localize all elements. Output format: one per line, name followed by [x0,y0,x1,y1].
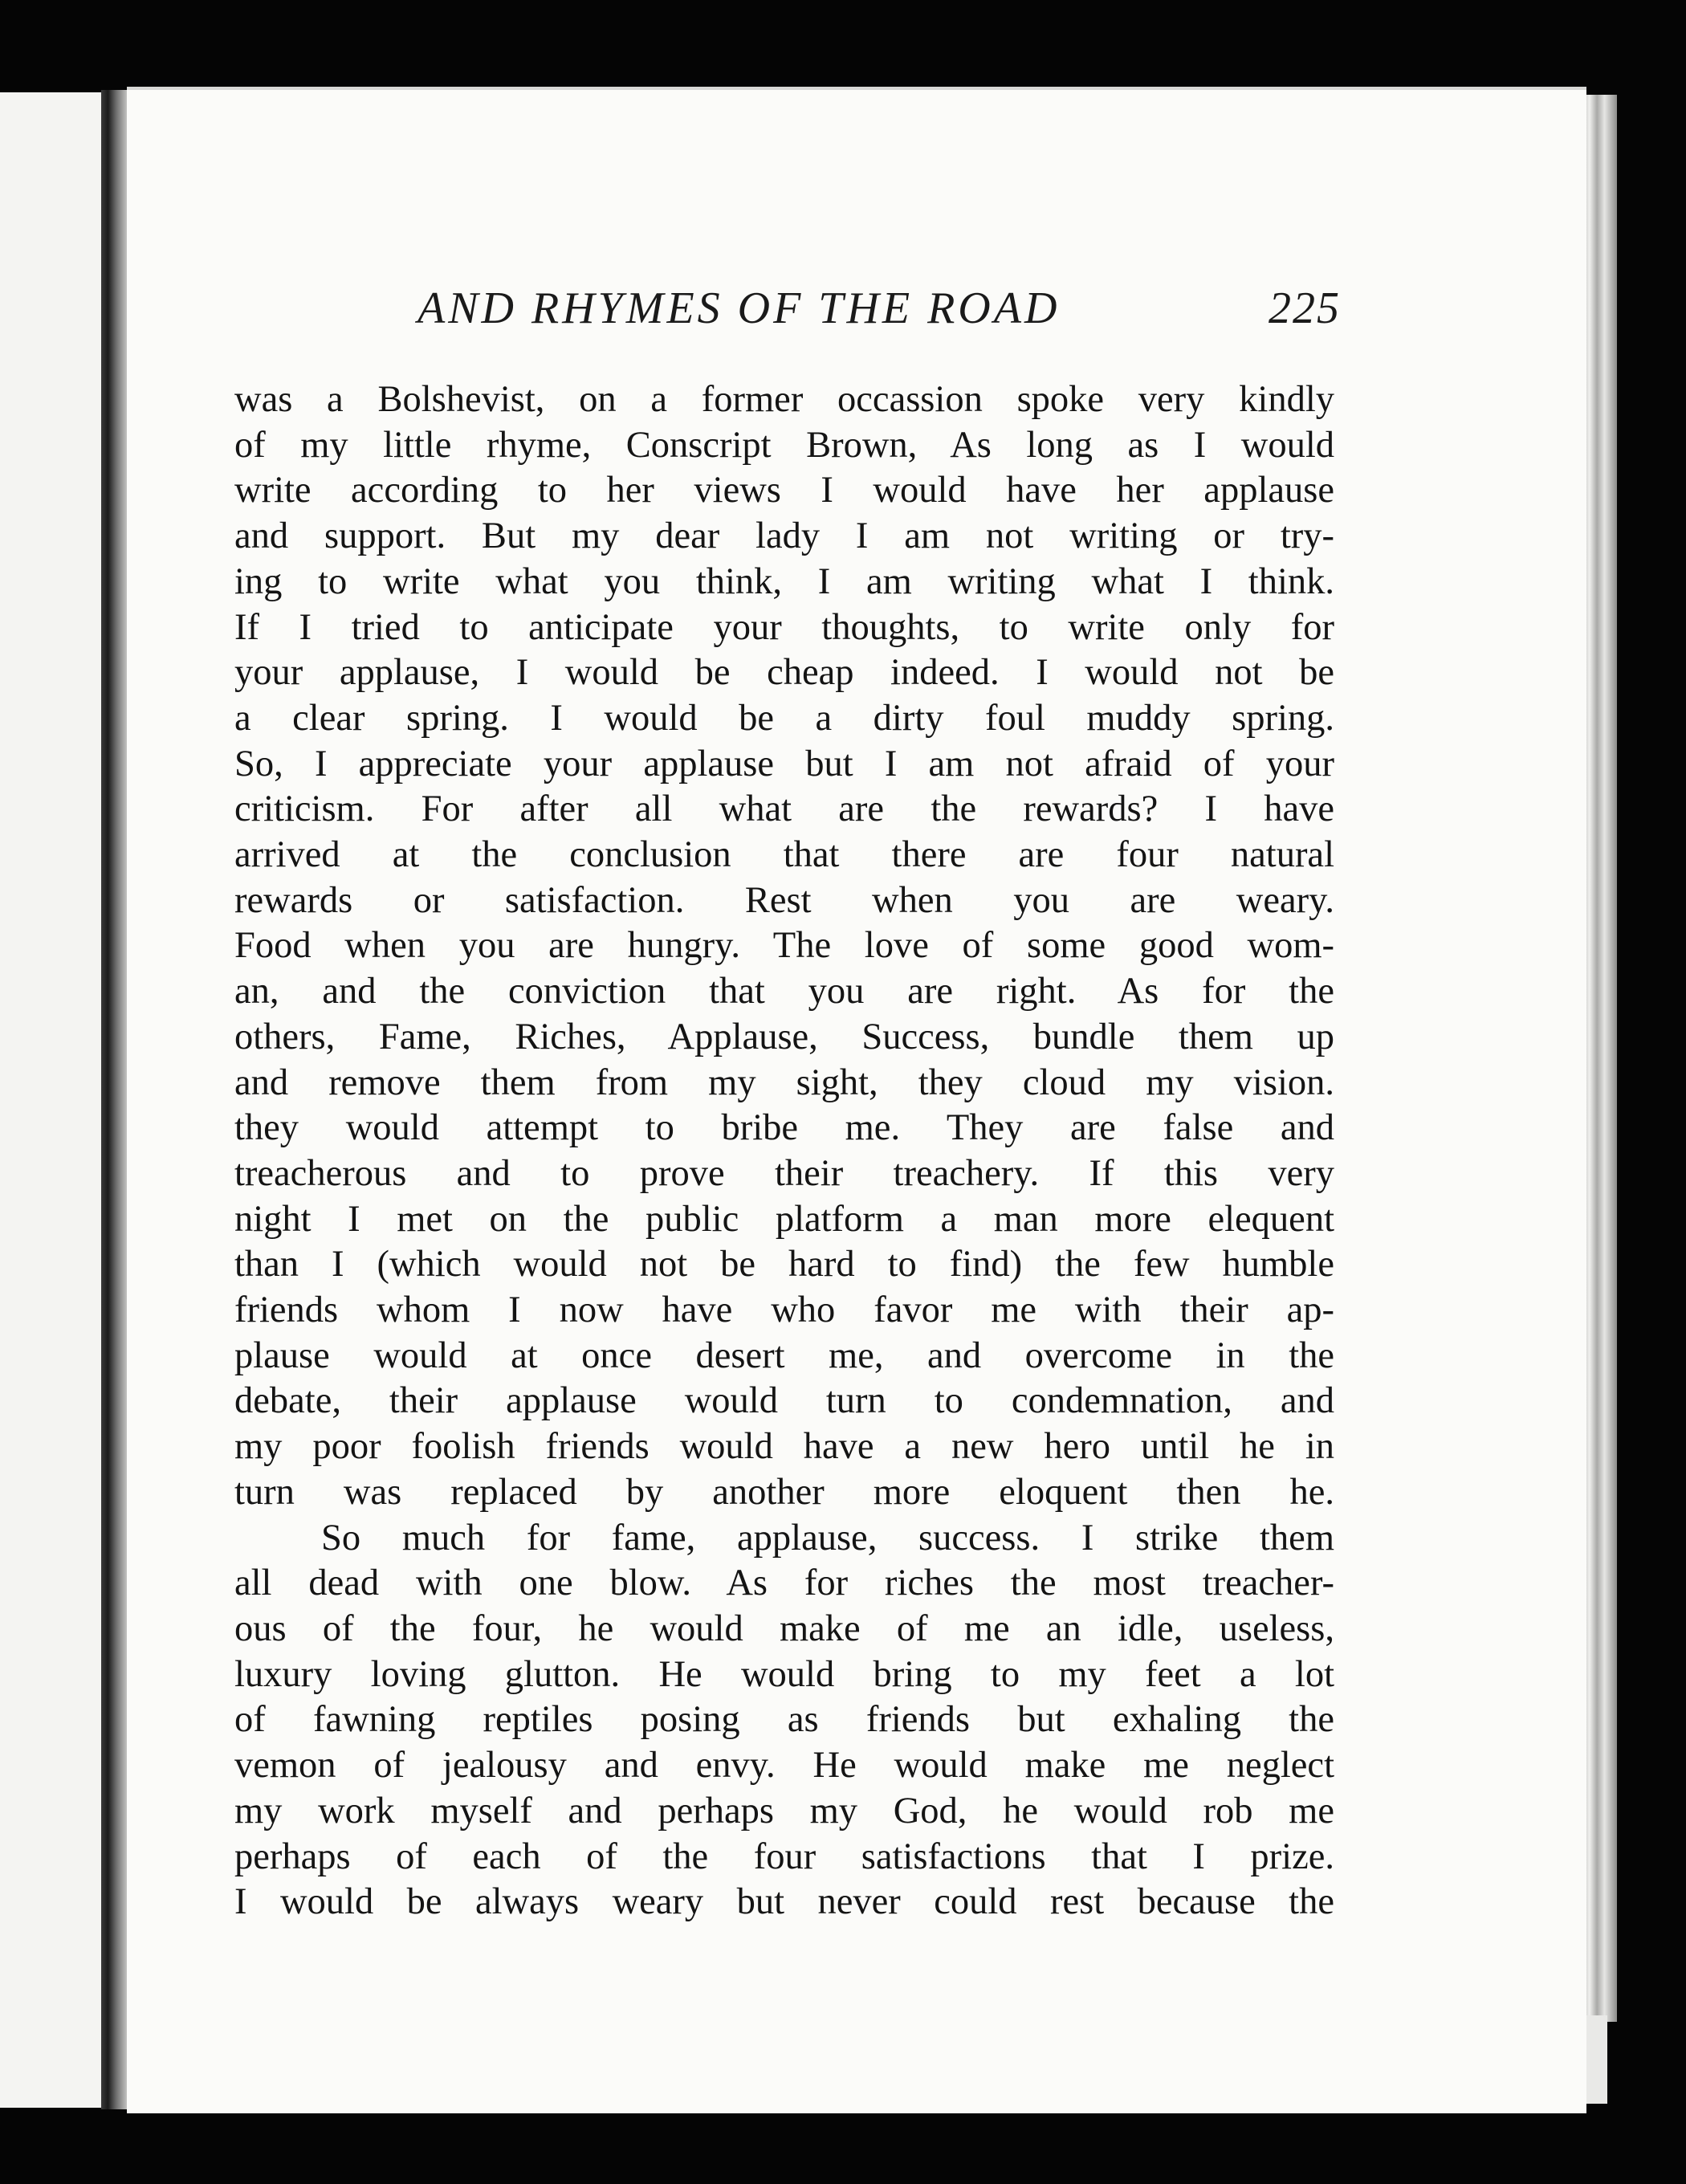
text-line: my poor foolish friends would have a new hero until he in [234,1426,1334,1468]
text-line: all dead with one blow. As for riches the most treacher- [234,1563,1334,1604]
text-line: turn was replaced by another more eloquent then he. [234,1471,1334,1513]
text-line: debate, their applause would turn to condemnation, and [234,1380,1334,1422]
text-line: was a Bolshevist, on a former occassion spoke very kindly [234,379,1334,420]
text-line: they would attempt to bribe me. They are false and [234,1107,1334,1149]
text-line: plause would at once desert me, and overcome in the [234,1334,1334,1376]
text-line: than I (which would not be hard to find) the few humble [234,1244,1334,1286]
text-line: and support. But my dear lady I am not writing or try- [234,515,1334,557]
text-line: luxury loving glutton. He would bring to my feet a lot [234,1653,1334,1695]
running-head-title: AND RHYMES OF THE ROAD [417,283,1061,333]
text-line: Food when you are hungry. The love of some good wom- [234,925,1334,967]
text-line: arrived at the conclusion that there are four natural [234,834,1334,876]
text-line: ing to write what you think, I am writing what I think. [234,560,1334,602]
text-line: criticism. For after all what are the rewards? I have [234,788,1334,830]
paragraph-first-line: So much for fame, applause, success. I strike them [321,1517,1334,1559]
text-line: write according to her views I would have her applause [234,470,1334,511]
body-text [234,377,1334,1925]
text-line: others, Fame, Riches, Applause, Success, bundle them up [234,1016,1334,1057]
page-number: 225 [1269,283,1341,333]
text-line: So, I appreciate your applause but I am not afraid of your [234,743,1334,784]
text-line: vemon of jealousy and envy. He would make me neglect [234,1745,1334,1787]
text-line: treacherous and to prove their treachery. If this very [234,1152,1334,1194]
text-line: an, and the conviction that you are right. As for the [234,971,1334,1013]
facing-page-edge [0,92,103,2108]
text-line: rewards or satisfaction. Rest when you are weary. [234,879,1334,921]
text-line: your applause, I would be cheap indeed. I would not be [234,652,1334,694]
text-line: ous of the four, he would make of me an idle, useless, [234,1607,1334,1649]
text-line: and remove them from my sight, they cloud my vision. [234,1061,1334,1103]
text-line: I would be always weary but never could rest because the [234,1881,1334,1923]
text-line: of fawning reptiles posing as friends but exhaling the [234,1699,1334,1741]
text-line: friends whom I now have who favor me with their ap- [234,1290,1334,1331]
book-gutter [101,90,128,2109]
running-head [417,283,1341,339]
text-line: night I met on the public platform a man more elequent [234,1198,1334,1240]
text-line: of my little rhyme, Conscript Brown, As long as I would [234,424,1334,466]
text-line: a clear spring. I would be a dirty foul muddy spring. [234,697,1334,739]
text-line: my work myself and perhaps my God, he would rob me [234,1790,1334,1832]
text-line: If I tried to anticipate your thoughts, to write only for [234,606,1334,648]
text-line: perhaps of each of the four satisfactions that I prize. [234,1836,1334,1877]
